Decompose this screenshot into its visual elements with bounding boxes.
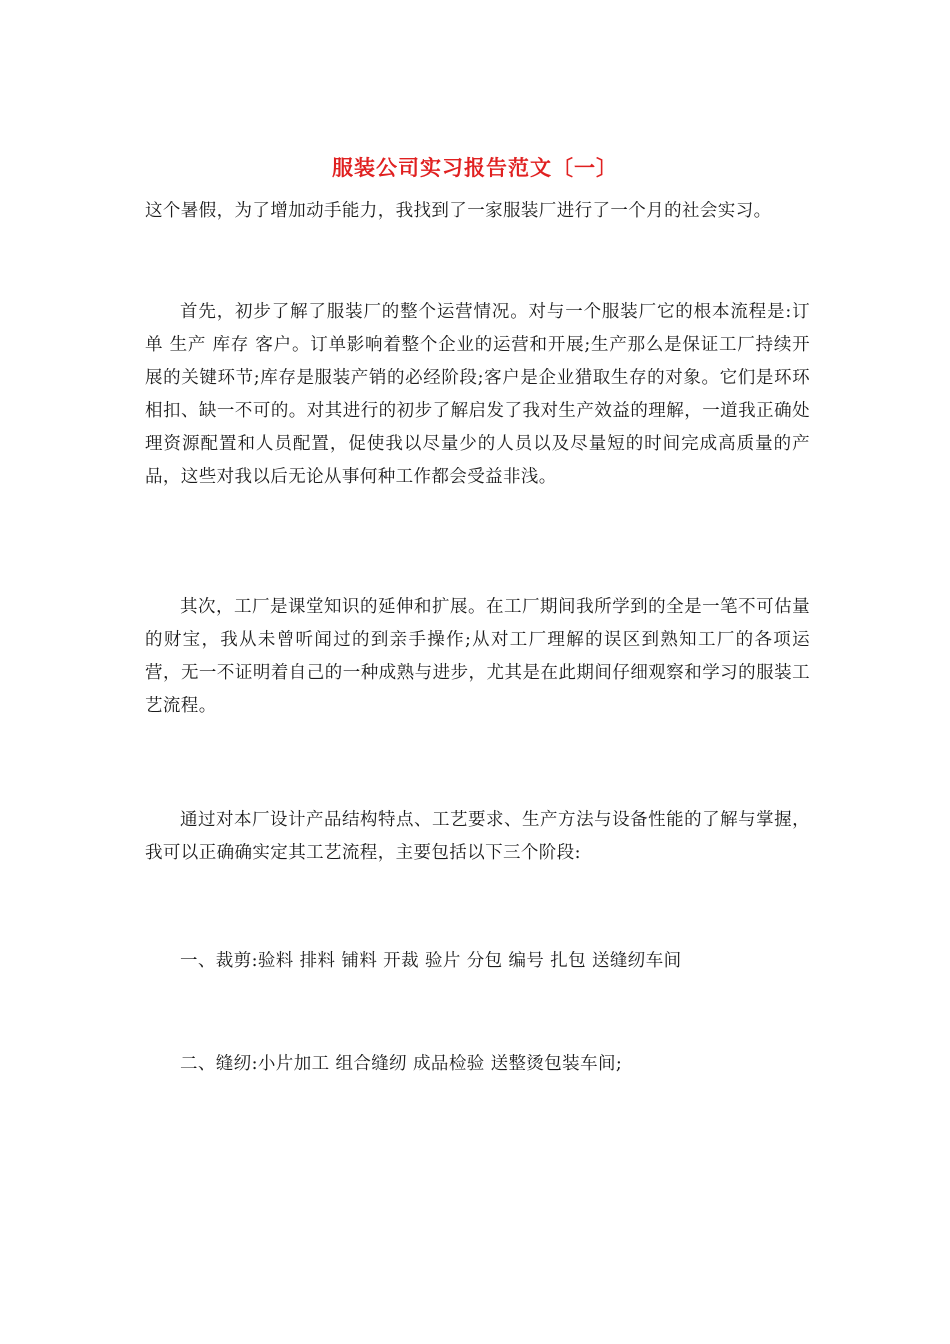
body-paragraph: 通过对本厂设计产品结构特点、工艺要求、生产方法与设备性能的了解与掌握，我可以正确确实定其工艺流程，主要包括以下三个阶段:	[145, 810, 810, 863]
process-step-sewing: 二、缝纫:小片加工 组合缝纫 成品检验 送整烫包装车间;	[180, 1054, 623, 1074]
body-paragraph: 其次，工厂是课堂知识的延伸和扩展。在工厂期间我所学到的全是一笔不可估量的财宝，我从未曾听闻过的到亲手操作;从对工厂理解的误区到熟知工厂的各项运营，无一不证明着自己的一种成熟与进步，尤其是在此期间仔细观察和学习的服装工艺流程。	[145, 597, 810, 716]
intro-paragraph: 这个暑假，为了增加动手能力，我找到了一家服装厂进行了一个月的社会实习。	[145, 201, 772, 221]
document-title: 服装公司实习报告范文〔一〕	[332, 155, 618, 180]
process-step-cutting: 一、裁剪:验料 排料 铺料 开裁 验片 分包 编号 扎包 送缝纫车间	[180, 951, 682, 971]
body-paragraph: 首先，初步了解了服装厂的整个运营情况。对与一个服装厂它的根本流程是:订单 生产 库存 客户。订单影响着整个企业的运营和开展;生产那么是保证工厂持续开展的关键环节;库存是服装产销的必经阶段;客户是企业猎取生存的对象。它们是环环相扣、缺一不可的。对其进行的初步了解启发了我对生产效益的理解，一道我正确处理资源配置和人员配置，促使我以尽量少的人员以及尽量短的时间完成高质量的产品，这些对我以后无论从事何种工作都会受益非浅。	[145, 302, 810, 487]
